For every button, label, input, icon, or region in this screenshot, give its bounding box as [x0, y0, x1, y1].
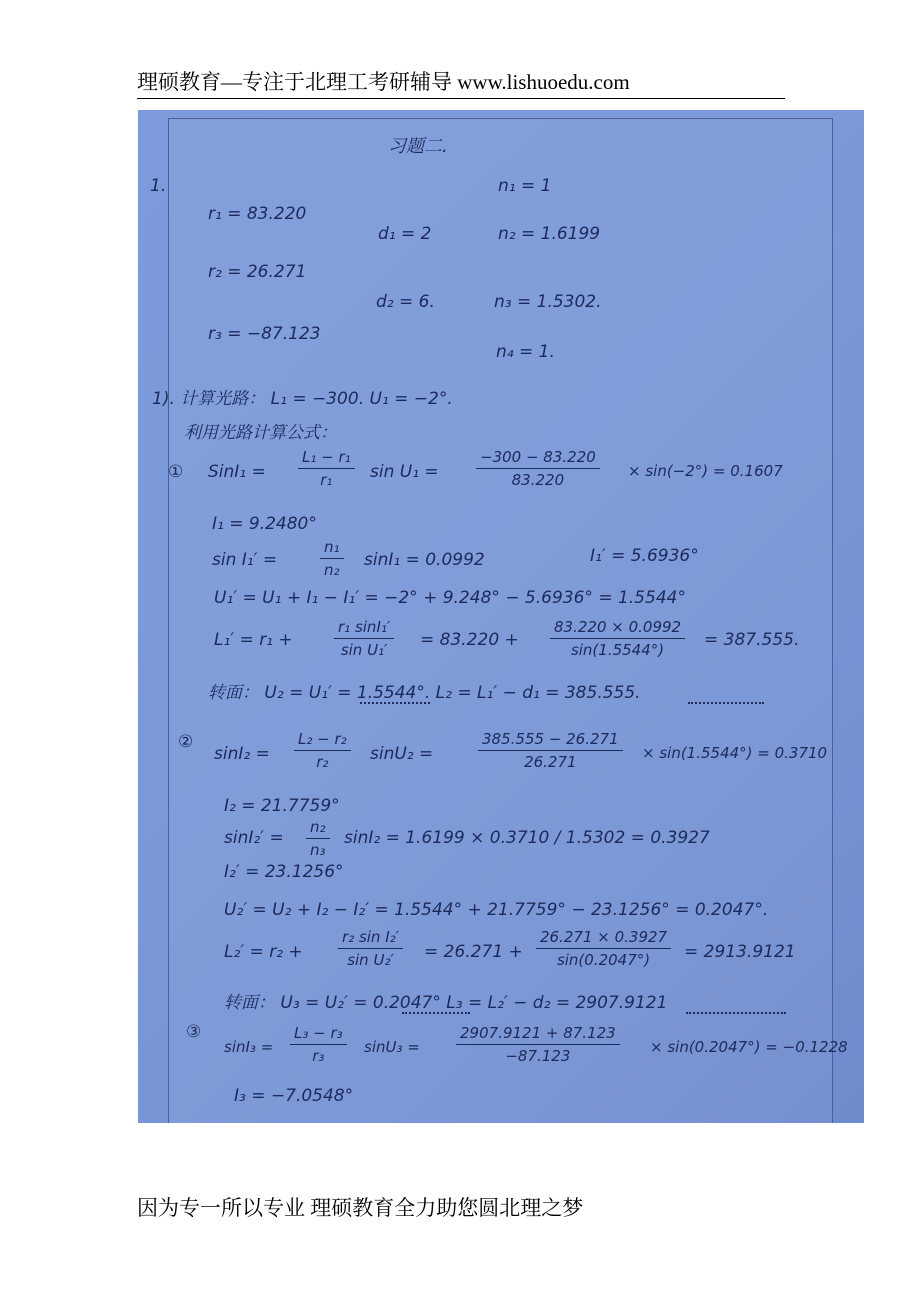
step2-fraction-1-den: r₂ [316, 753, 329, 771]
page-footer: 因为专一所以专业 理硕教育全力助您圆北理之梦 [137, 1196, 584, 1220]
step2-L2p-lhs: L₂′ = r₂ + [224, 942, 303, 962]
step1-fraction-2 [476, 448, 600, 489]
step3-sinU3: sinU₃ = [364, 1038, 420, 1056]
handwritten-notes-photo [138, 110, 864, 1123]
step3-fraction-2 [456, 1024, 620, 1065]
step1-fraction-4-den: sin U₁′ [340, 641, 388, 659]
step1-fraction-2-num: −300 − 83.220 [476, 448, 600, 469]
step2-transfer: 转面： U₃ = U₂′ = 0.2047° L₃ = L₂′ − d₂ = 2907.9121 [224, 993, 668, 1013]
notes-title: 习题二. [388, 136, 448, 157]
step2-I2p: I₂′ = 23.1256° [224, 862, 344, 882]
step1-L1p-lhs: L₁′ = r₁ + [214, 630, 293, 650]
step1-fraction-4 [334, 618, 394, 659]
step2-L2p-mid: = 26.271 + [424, 942, 523, 962]
step3-marker: ③ [186, 1022, 202, 1042]
step2-U2p: U₂′ = U₂ + I₂ − I₂′ = 1.5544° + 21.7759° − 23.1256° = 0.2047°. [224, 900, 769, 920]
step2-L2p-rhs: = 2913.9121 [684, 942, 796, 962]
step2-underline-U3 [402, 1006, 470, 1014]
step1-sinU1: sin U₁ = [370, 462, 439, 482]
step1-fraction-1-num: L₁ − r₁ [298, 448, 355, 469]
page-header: 理硕教育—专注于北理工考研辅导 www.lishuoedu.com [137, 70, 630, 94]
step2-fraction-2-num: 385.555 − 26.271 [478, 730, 623, 751]
step1-U1p: U₁′ = U₁ + I₁ − I₁′ = −2° + 9.248° − 5.6936° = 1.5544° [214, 588, 686, 608]
step1-fraction-4-num: r₁ sinI₁′ [334, 618, 394, 639]
step3-fraction-2-den: −87.123 [505, 1047, 571, 1065]
param-d2: d₂ = 6. [376, 292, 435, 312]
param-n2: n₂ = 1.6199 [498, 224, 601, 244]
step1-sinI1p-rhs: sinI₁ = 0.0992 [364, 550, 485, 570]
step1-underline-L2 [688, 696, 764, 704]
step1-sinI1-rhs: × sin(−2°) = 0.1607 [628, 462, 783, 480]
step2-fraction-5-num: 26.271 × 0.3927 [536, 928, 671, 949]
step1-sinI1p-lhs: sin I₁′ = [212, 550, 278, 570]
param-n4: n₄ = 1. [496, 342, 555, 362]
param-r3: r₃ = −87.123 [208, 324, 321, 344]
step3-I3: I₃ = −7.0548° [234, 1086, 354, 1106]
step3-fraction-1-den: r₃ [312, 1047, 325, 1065]
step2-fraction-4 [338, 928, 403, 969]
step1-fraction-5 [550, 618, 685, 659]
step2-fraction-3-den: n₃ [310, 841, 326, 859]
step1-fraction-1 [298, 448, 355, 489]
param-d1: d₁ = 2 [378, 224, 432, 244]
step2-fraction-2-den: 26.271 [524, 753, 577, 771]
step1-fraction-5-den: sin(1.5544°) [570, 641, 665, 659]
step2-sinI2p-lhs: sinI₂′ = [224, 828, 284, 848]
question-number: 1. [150, 176, 167, 196]
step2-sinU2: sinU₂ = [370, 744, 434, 764]
formula-intro: 利用光路计算公式： [184, 423, 337, 443]
param-n1: n₁ = 1 [498, 176, 552, 196]
step3-fraction-1 [290, 1024, 347, 1065]
step3-sinI3-rhs: × sin(0.2047°) = −0.1228 [650, 1038, 848, 1056]
param-n3: n₃ = 1.5302. [494, 292, 602, 312]
step2-fraction-3 [306, 818, 330, 859]
param-r2: r₂ = 26.271 [208, 262, 307, 282]
step1-fraction-3-num: n₁ [320, 538, 344, 559]
step2-fraction-3-num: n₂ [306, 818, 330, 839]
step1-marker: ① [168, 462, 184, 482]
step2-fraction-1-num: L₂ − r₂ [294, 730, 351, 751]
step1-fraction-3-den: n₂ [324, 561, 340, 579]
step2-sinI2-lhs: sinI₂ = [214, 744, 270, 764]
step2-underline-L3 [686, 1006, 786, 1014]
step2-marker: ② [178, 732, 194, 752]
step2-sinI2p-rhs: sinI₂ = 1.6199 × 0.3710 / 1.5302 = 0.3927 [344, 828, 710, 848]
step2-fraction-4-den: sin U₂′ [347, 951, 394, 969]
step1-transfer: 转面： U₂ = U₁′ = 1.5544°. L₂ = L₁′ − d₁ = 385.555. [208, 683, 641, 703]
header-divider [137, 98, 785, 99]
step1-I1p: I₁′ = 5.6936° [590, 546, 699, 566]
step2-fraction-5 [536, 928, 671, 969]
step2-fraction-4-num: r₂ sin I₂′ [338, 928, 403, 949]
step1-fraction-1-den: r₁ [320, 471, 333, 489]
part1-heading: 1). 计算光路： L₁ = −300. U₁ = −2°. [152, 389, 453, 409]
step1-I1: I₁ = 9.2480° [212, 514, 317, 534]
step3-sinI3-lhs: sinI₃ = [224, 1038, 274, 1056]
step1-sinI1-lhs: SinI₁ = [208, 462, 266, 482]
step2-fraction-2 [478, 730, 623, 771]
step1-L1p-rhs: = 387.555. [704, 630, 800, 650]
step2-sinI2-rhs: × sin(1.5544°) = 0.3710 [642, 744, 828, 762]
step3-fraction-1-num: L₃ − r₃ [290, 1024, 347, 1045]
step2-fraction-1 [294, 730, 351, 771]
param-r1: r₁ = 83.220 [208, 204, 307, 224]
step1-fraction-5-num: 83.220 × 0.0992 [550, 618, 685, 639]
step1-fraction-2-den: 83.220 [511, 471, 565, 489]
step1-L1p-mid: = 83.220 + [420, 630, 519, 650]
step2-fraction-5-den: sin(0.2047°) [556, 951, 651, 969]
step1-underline-U2 [360, 696, 430, 704]
step1-fraction-3 [320, 538, 344, 579]
step2-I2: I₂ = 21.7759° [224, 796, 340, 816]
step3-fraction-2-num: 2907.9121 + 87.123 [456, 1024, 620, 1045]
